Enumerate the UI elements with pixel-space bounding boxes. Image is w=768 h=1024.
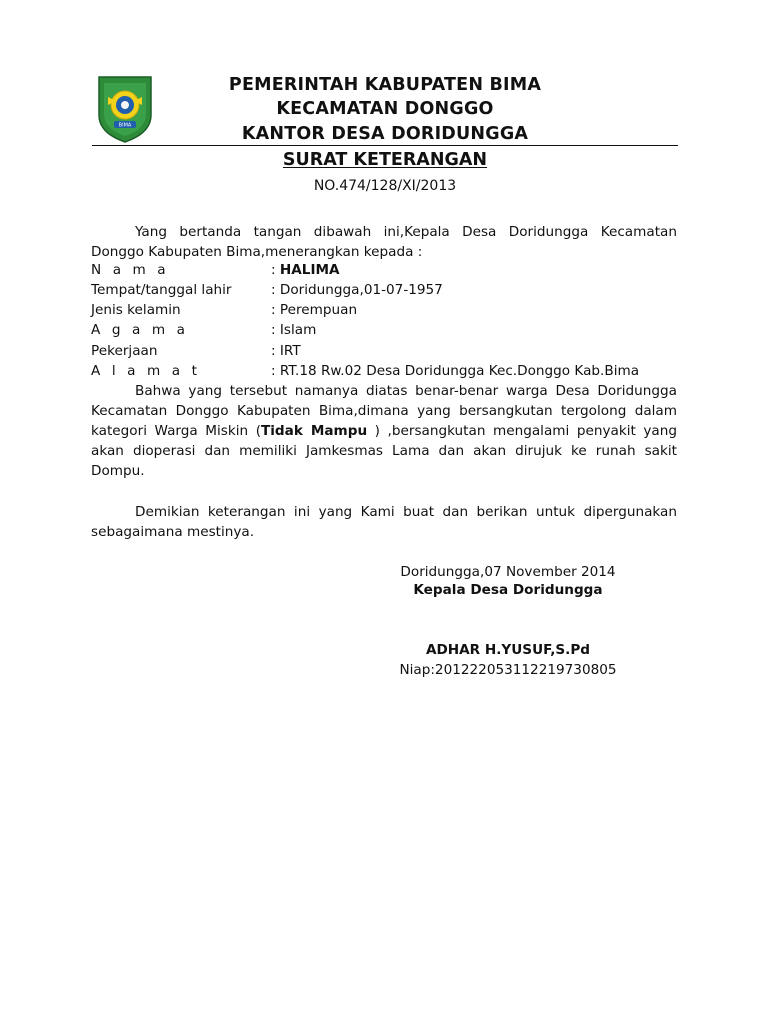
- body-text-bold: Tidak Mampu: [261, 423, 368, 439]
- field-label: Jenis kelamin: [91, 302, 181, 318]
- signatory-id-number: Niap:201222053112219730805: [399, 662, 617, 678]
- field-value: : Perempuan: [271, 302, 358, 318]
- body-text-2: ) ,bersangkutan mengalami penyakit yang akan dioperasi dan memiliki Jamkesmas Lama dan akan dirujuk ke runah sakit Dompu.: [91, 423, 677, 479]
- signature-role: Kepala Desa Doridungga: [413, 582, 603, 598]
- closing-text: Demikian keterangan ini yang Kami buat dan berikan untuk dipergunakan sebagaimana mestinya.: [91, 504, 677, 540]
- body-paragraph: [91, 381, 677, 481]
- field-label: Tempat/tanggal lahir: [91, 282, 232, 298]
- field-label: A l a m a t: [91, 363, 201, 379]
- closing-paragraph: [91, 502, 677, 542]
- field-value: [271, 260, 340, 280]
- body-text-1: Bahwa yang tersebut namanya diatas benar-benar warga Desa Doridungga Kecamatan Donggo Kabupaten Bima,dimana yang bersangkutan tergolong dalam kategori Warga Miskin (: [91, 383, 677, 439]
- intro-text: Yang bertanda tangan dibawah ini,Kepala Desa Doridungga Kecamatan Donggo Kabupaten Bima,menerangkan kepada :: [91, 224, 677, 260]
- letterhead-divider: [92, 145, 678, 146]
- intro-paragraph: [91, 222, 677, 262]
- letterhead-government: PEMERINTAH KABUPATEN BIMA: [228, 75, 542, 95]
- field-name: [91, 260, 677, 280]
- document-title: SURAT KETERANGAN: [282, 150, 488, 170]
- field-label: Pekerjaan: [91, 343, 158, 359]
- person-name: HALIMA: [279, 262, 340, 278]
- letterhead-district: KECAMATAN DONGGO: [276, 99, 494, 119]
- emblem-label: BIMA: [118, 122, 132, 129]
- field-label: N a m a: [91, 262, 170, 278]
- field-birth: [91, 280, 677, 300]
- signature-place-date: Doridungga,07 November 2014: [400, 564, 616, 580]
- document-number: NO.474/128/XI/2013: [313, 178, 457, 194]
- field-value: : RT.18 Rw.02 Desa Doridungga Kec.Donggo Kab.Bima: [271, 363, 640, 379]
- field-value: : Doridungga,01-07-1957: [271, 282, 443, 298]
- field-value: : Islam: [271, 322, 317, 338]
- field-value: : IRT: [271, 343, 301, 359]
- field-religion: [91, 320, 677, 340]
- signatory-name: ADHAR H.YUSUF,S.Pd: [425, 642, 591, 658]
- letterhead-village-office: KANTOR DESA DORIDUNGGA: [241, 124, 529, 144]
- field-label: A g a m a: [91, 322, 189, 338]
- field-address: [91, 361, 677, 381]
- field-gender: [91, 300, 677, 320]
- regency-emblem-logo: [96, 75, 154, 143]
- field-occupation: [91, 341, 677, 361]
- field-colon: :: [271, 262, 280, 278]
